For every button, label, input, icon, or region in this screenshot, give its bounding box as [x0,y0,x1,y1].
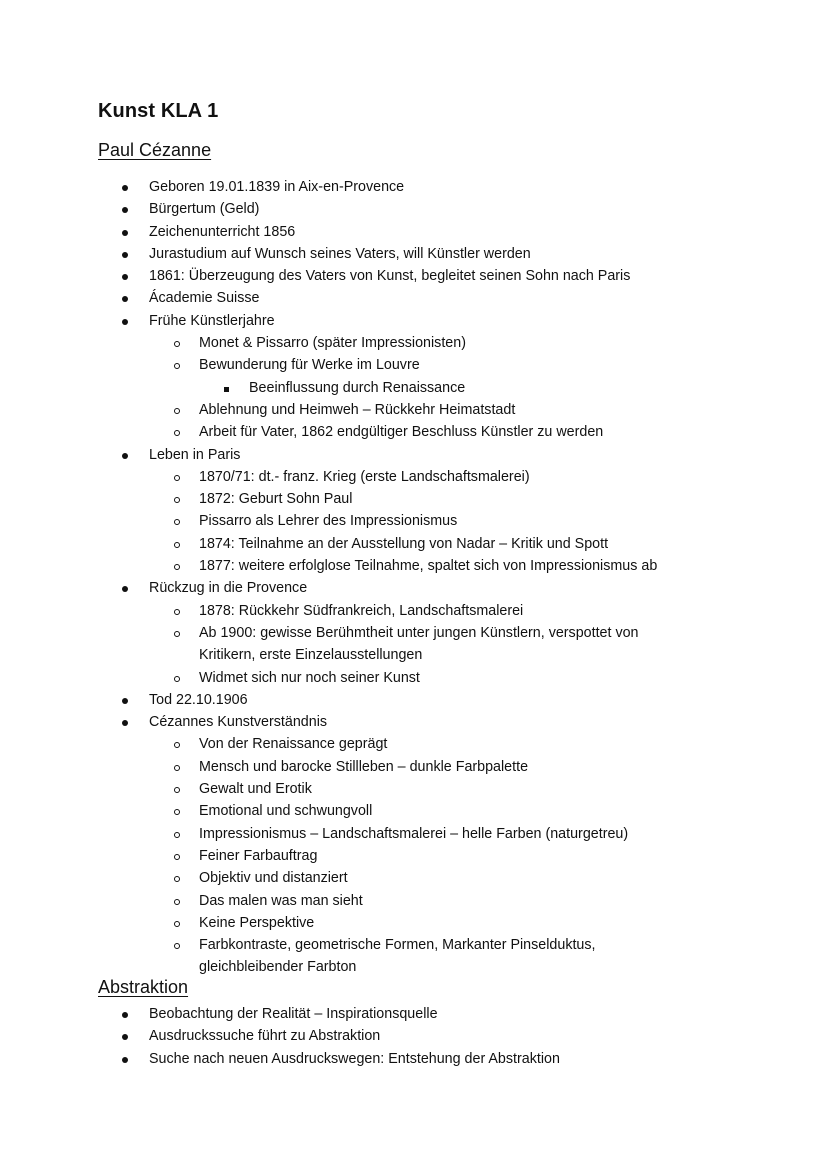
bullet-dot-icon [122,310,128,332]
list-item-text: Jurastudium auf Wunsch seines Vaters, will Künstler werden [149,245,531,262]
list-item-text: Geboren 19.01.1839 in Aix-en-Provence [149,179,405,195]
list-item-text: Das malen was man sieht [199,892,363,909]
bullet-dot-icon [122,689,128,711]
list-item [0,555,828,577]
list-item-text: Cézannes Kunstverständnis [149,714,328,731]
list-item [0,444,828,466]
list-item [0,823,828,845]
bullet-circle-icon [174,332,180,354]
bullet-circle-icon [174,867,180,889]
list-item-text: Suche nach neuen Ausdruckswegen: Entstehung der Abstraktion [149,1050,560,1067]
list-item-text: Emotional und schwungvoll [199,803,373,820]
list-item-text: Frühe Künstlerjahre [149,312,275,329]
list-item [0,310,828,332]
bullet-circle-icon [174,488,180,510]
bullet-circle-icon [174,421,180,443]
list-item-text: Bürgertum (Geld) [149,201,260,218]
bullet-circle-icon [174,533,180,555]
list-item [0,711,828,733]
list-item [0,890,828,912]
list-item [0,176,828,198]
list-item-text: 1861: Überzeugung des Vaters von Kunst, begleitet seinen Sohn nach Paris [149,268,631,285]
list-item-text: Ab 1900: gewisse Berühmtheit unter jungen Künstlern, verspottet von [199,624,639,641]
list-item [0,488,828,510]
list-item-text: Beobachtung der Realität – Inspirationsquelle [149,1006,438,1022]
list-item [0,800,828,822]
list-item [0,733,828,755]
list-item-text: Tod 22.10.1906 [149,691,248,708]
bullet-dot-icon [122,243,128,265]
bullet-circle-icon [174,510,180,532]
list-item [0,756,828,778]
list-item-text: Ácademie Suisse [149,290,260,307]
bullet-circle-icon [174,667,180,689]
bullet-list-cezanne [0,176,828,979]
list-item-text: Von der Renaissance geprägt [199,736,388,753]
bullet-circle-icon [174,890,180,912]
list-item-text: Kritikern, erste Einzelausstellungen [199,647,423,664]
list-item [0,622,828,644]
bullet-circle-icon [174,399,180,421]
bullet-circle-icon [174,934,180,956]
list-item-text: Gewalt und Erotik [199,781,312,798]
list-item-text: Keine Perspektive [199,914,315,931]
list-item [0,577,828,599]
list-item-text: 1874: Teilnahme an der Ausstellung von Nadar – Kritik und Spott [199,535,609,552]
bullet-dot-icon [122,1003,128,1025]
bullet-dot-icon [122,287,128,309]
list-item [0,243,828,265]
list-item-text: Ablehnung und Heimweh – Rückkehr Heimatstadt [199,401,516,418]
bullet-dot-icon [122,1048,128,1070]
list-item [0,421,828,443]
list-item [0,912,828,934]
list-item [0,689,828,711]
list-item-continuation [0,956,828,978]
list-item-text: 1872: Geburt Sohn Paul [199,491,353,508]
document-title: Kunst KLA 1 [98,100,219,122]
list-item [0,466,828,488]
list-item [0,377,828,399]
list-item-text: Pissarro als Lehrer des Impressionismus [199,513,458,530]
list-item-text: Ausdruckssuche führt zu Abstraktion [149,1028,381,1045]
list-item-text: 1870/71: dt.- franz. Krieg (erste Landschaftsmalerei) [199,468,530,485]
section-heading-cezanne: Paul Cézanne [98,140,212,160]
list-item-text: gleichbleibender Farbton [199,959,357,976]
bullet-circle-icon [174,778,180,800]
bullet-dot-icon [122,265,128,287]
bullet-circle-icon [174,800,180,822]
list-item-text: Objektiv und distanziert [199,870,348,887]
section-heading-abstraktion: Abstraktion [98,977,189,997]
bullet-circle-icon [174,466,180,488]
list-item-text: Feiner Farbauftrag [199,847,318,864]
list-item-text: Rückzug in die Provence [149,580,308,597]
bullet-circle-icon [174,845,180,867]
list-item [0,1003,828,1025]
list-item [0,867,828,889]
list-item [0,667,828,689]
list-item [0,332,828,354]
bullet-circle-icon [174,912,180,934]
list-item-text: Widmet sich nur noch seiner Kunst [199,669,420,686]
list-item-text: Arbeit für Vater, 1862 endgültiger Beschluss Künstler zu werden [199,424,604,441]
list-item [0,221,828,243]
bullet-dot-icon [122,444,128,466]
bullet-circle-icon [174,354,180,376]
bullet-circle-icon [174,756,180,778]
list-item [0,510,828,532]
bullet-circle-icon [174,622,180,644]
list-item [0,600,828,622]
list-item-text: Mensch und barocke Stillleben – dunkle Farbpalette [199,758,529,775]
list-item-text: Impressionismus – Landschaftsmalerei – helle Farben (naturgetreu) [199,825,629,842]
list-item-text: Zeichenunterricht 1856 [149,223,296,240]
bullet-circle-icon [174,600,180,622]
list-item-text: Leben in Paris [149,446,241,463]
list-item [0,287,828,309]
bullet-dot-icon [122,198,128,220]
bullet-square-icon [224,377,229,399]
bullet-dot-icon [122,176,128,198]
list-item-continuation [0,644,828,666]
list-item [0,1025,828,1047]
list-item-text: Monet & Pissarro (später Impressionisten) [199,335,466,352]
list-item-text: Beeinflussung durch Renaissance [249,379,466,396]
list-item [0,778,828,800]
list-item [0,265,828,287]
list-item-text: Farbkontraste, geometrische Formen, Markanter Pinselduktus, [199,937,596,954]
bullet-dot-icon [122,221,128,243]
bullet-circle-icon [174,555,180,577]
list-item [0,533,828,555]
list-item [0,399,828,421]
list-item [0,354,828,376]
bullet-list-abstraktion [0,1003,828,1070]
bullet-circle-icon [174,733,180,755]
list-item [0,1048,828,1070]
list-item [0,198,828,220]
bullet-dot-icon [122,1025,128,1047]
bullet-dot-icon [122,711,128,733]
list-item [0,845,828,867]
list-item-text: 1877: weitere erfolglose Teilnahme, spaltet sich von Impressionismus ab [199,558,658,575]
list-item-text: 1878: Rückkehr Südfrankreich, Landschaftsmalerei [199,602,524,619]
list-item [0,934,828,956]
list-item-text: Bewunderung für Werke im Louvre [199,357,420,374]
bullet-circle-icon [174,823,180,845]
bullet-dot-icon [122,577,128,599]
